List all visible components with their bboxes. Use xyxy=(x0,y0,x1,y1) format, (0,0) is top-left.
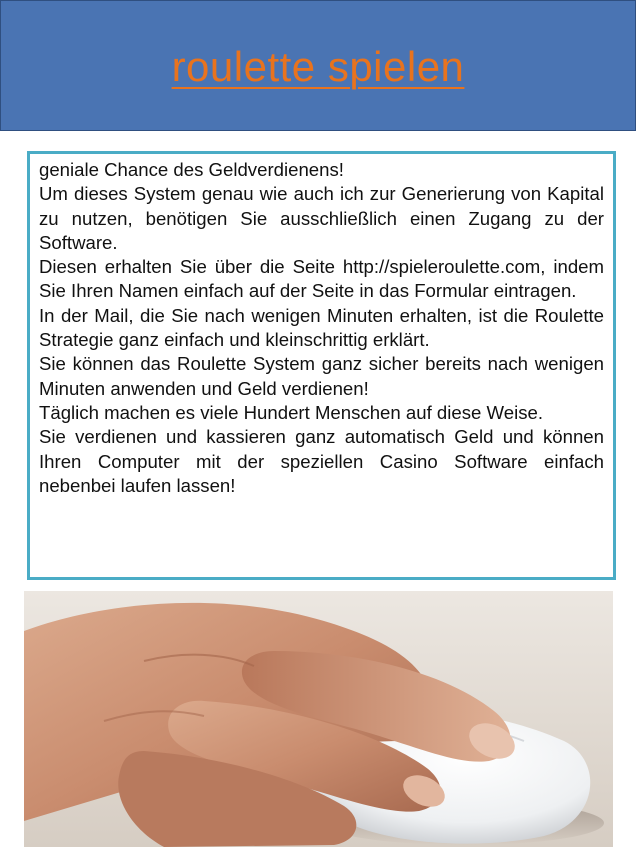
page-title: roulette spielen xyxy=(171,43,465,90)
paragraph: Um dieses System genau wie auch ich zur Generierung von Kapital zu nutzen, benötigen Sie ausschließlich einen Zugang zu der Software. xyxy=(39,183,604,253)
paragraph: geniale Chance des Geldverdienens! xyxy=(39,159,344,180)
hand-mouse-illustration xyxy=(24,591,613,847)
paragraph: In der Mail, die Sie nach wenigen Minuten erhalten, ist die Roulette Strategie ganz einfach und kleinschrittig erklärt. xyxy=(39,304,604,351)
hand-on-mouse-photo xyxy=(24,591,613,847)
paragraph: Sie können das Roulette System ganz sicher bereits nach wenigen Minuten anwenden und Geld verdienen! xyxy=(39,353,604,399)
paragraph: Diesen erhalten Sie über die Seite http://spieleroulette.com, indem Sie Ihren Namen einfach auf der Seite in das Formular eintragen. xyxy=(39,256,604,302)
paragraph: Sie verdienen und kassieren ganz automatisch Geld und können Ihren Computer mit der speziellen Casino Software einfach nebenbei laufen lassen! xyxy=(39,426,604,496)
paragraph: Täglich machen es viele Hundert Menschen auf diese Weise. xyxy=(39,401,544,423)
header-bar xyxy=(0,0,636,131)
text-box xyxy=(27,151,616,580)
